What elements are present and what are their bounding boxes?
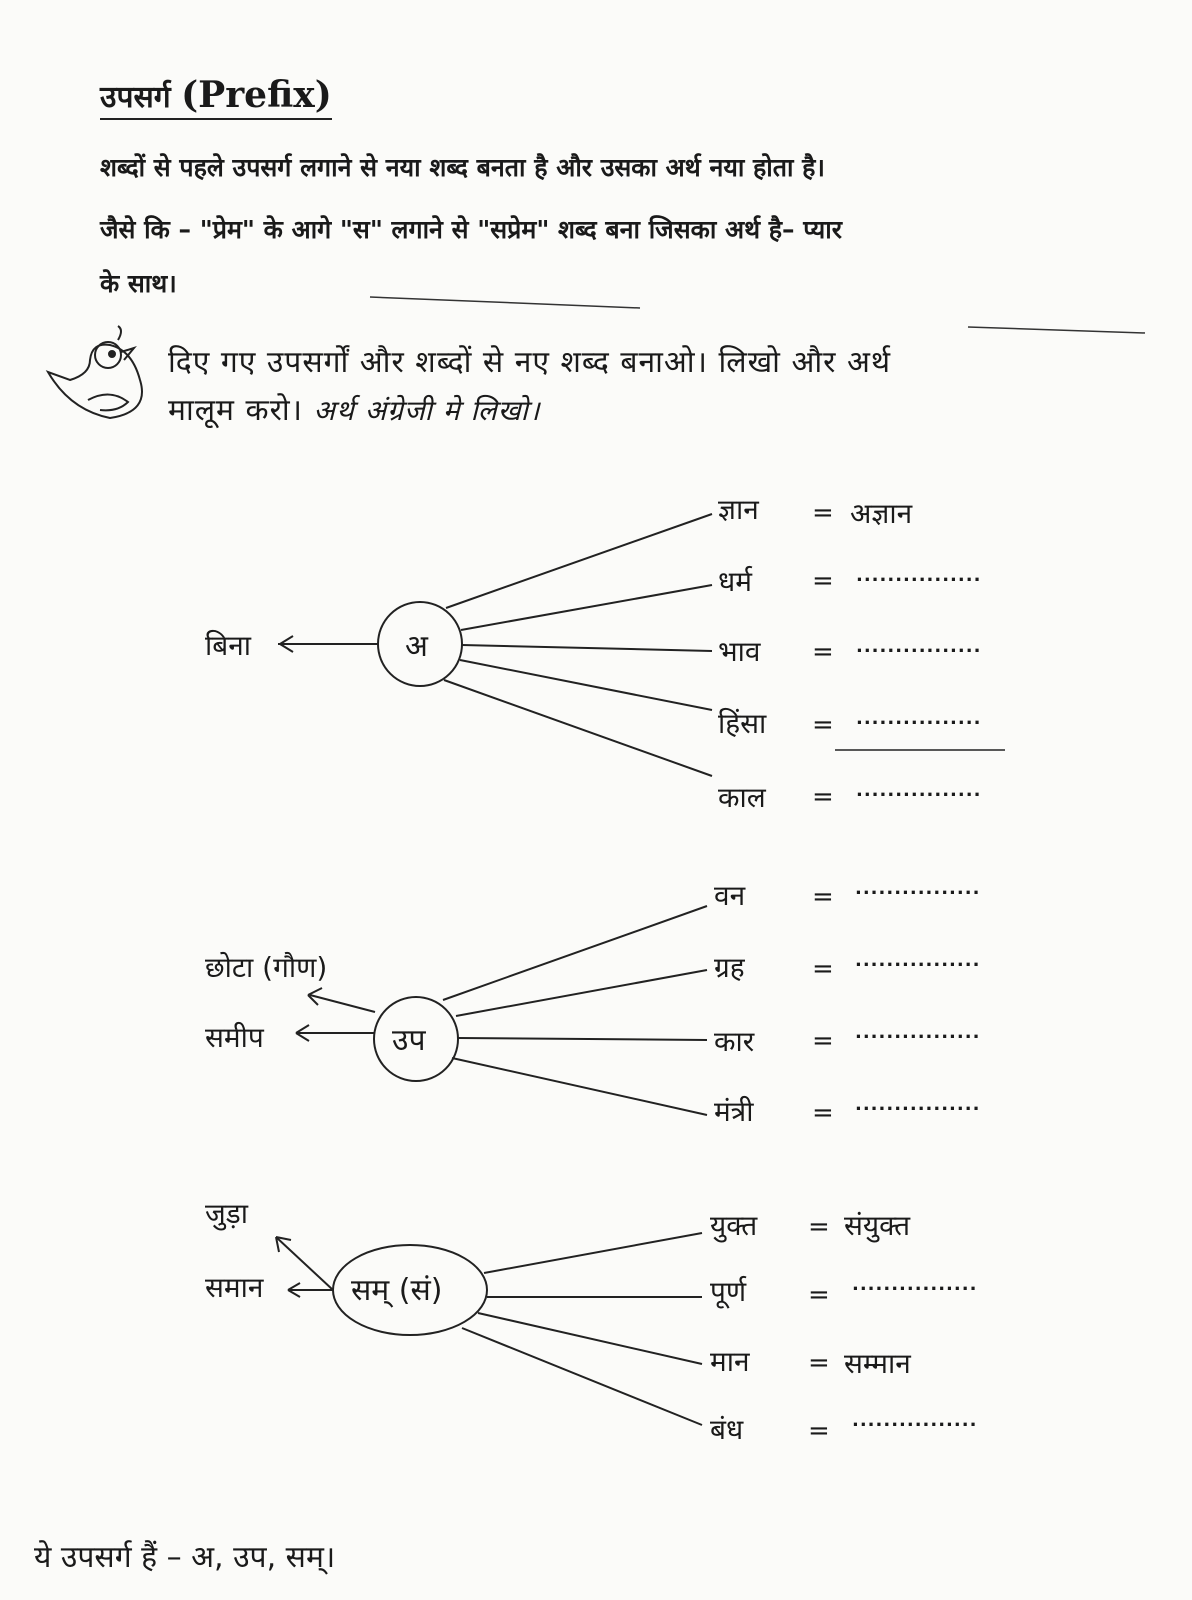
equals-sign: = [812, 498, 834, 528]
answer-filled: सम्मान [844, 1347, 911, 1380]
equals-sign: = [812, 1098, 834, 1128]
page-title [100, 74, 332, 120]
equals-sign: = [808, 1416, 830, 1446]
instruction-line-2 [168, 388, 540, 429]
word-label: काल [718, 781, 766, 814]
prefix-label: उप [392, 1023, 426, 1058]
equals-sign: = [812, 882, 834, 912]
answer-blank[interactable]: ................ [855, 950, 981, 971]
word-label: बंध [710, 1413, 744, 1446]
equals-sign: = [812, 954, 834, 984]
prefix-label: सम् (सं) [351, 1273, 443, 1308]
rule-line [968, 327, 1145, 333]
word-label: वन [714, 879, 746, 912]
word-label: मंत्री [714, 1095, 754, 1128]
equals-sign: = [808, 1348, 830, 1378]
answer-blank[interactable]: ................ [852, 1274, 978, 1295]
word-label: मान [710, 1345, 750, 1378]
answer-blank[interactable]: ................ [855, 1094, 981, 1115]
group-up-lines [296, 906, 707, 1115]
meaning-label: समीप [205, 1021, 264, 1054]
word-label: कार [714, 1025, 755, 1058]
answer-filled: संयुक्त [844, 1209, 911, 1242]
answer-blank[interactable]: ................ [856, 780, 982, 801]
equals-sign: = [812, 710, 834, 740]
answer-filled: अज्ञान [850, 497, 913, 530]
word-label: धर्म [718, 565, 752, 598]
word-label: ग्रह [714, 951, 745, 984]
equals-sign: = [808, 1212, 830, 1242]
intro-line-3: के साथ। [100, 269, 177, 298]
equals-sign: = [808, 1280, 830, 1310]
footer-summary: ये उपसर्ग हैं – अ, उप, सम्। [34, 1540, 336, 1575]
instruction-handwritten: अर्थ अंग्रेजी मे लिखो। [313, 394, 541, 427]
word-label: भाव [718, 635, 761, 668]
bird-icon [48, 326, 142, 418]
meaning-label: समान [205, 1271, 264, 1304]
answer-blank[interactable]: ................ [855, 878, 981, 899]
word-label: ज्ञान [718, 493, 759, 526]
equals-sign: = [812, 566, 834, 596]
meaning-label: जुड़ा [205, 1197, 249, 1230]
instruction-printed: मालूम करो। [168, 393, 303, 428]
meaning-label: बिना [205, 629, 252, 662]
title-english: (Prefix) [181, 74, 332, 116]
equals-sign: = [812, 1026, 834, 1056]
answer-blank[interactable]: ................ [856, 636, 982, 657]
word-label: युक्त [710, 1209, 758, 1242]
intro-line-1: शब्दों से पहले उपसर्ग लगाने से नया शब्द बनता है और उसका अर्थ नया होता है। [100, 153, 825, 182]
answer-blank[interactable]: ................ [855, 1022, 981, 1043]
answer-blank[interactable]: ................ [856, 708, 982, 729]
intro-line-2: जैसे कि – "प्रेम" के आगे "स" लगाने से "सप्रेम" शब्द बना जिसका अर्थ है– प्यार [100, 215, 842, 244]
group-sam-lines [276, 1233, 702, 1425]
answer-blank[interactable]: ................ [852, 1410, 978, 1431]
word-label: पूर्ण [710, 1275, 747, 1308]
equals-sign: = [812, 637, 834, 667]
meaning-label: छोटा (गौण) [205, 951, 328, 984]
word-label: हिंसा [718, 707, 767, 740]
equals-sign: = [812, 782, 834, 812]
instruction-line-1: दिए गए उपसर्गों और शब्दों से नए शब्द बनाओ। लिखो और अर्थ [168, 345, 892, 380]
title-hindi: उपसर्ग [100, 80, 171, 115]
prefix-label: अ [405, 629, 428, 664]
answer-blank[interactable]: ................ [856, 565, 982, 586]
rule-line [370, 297, 640, 308]
